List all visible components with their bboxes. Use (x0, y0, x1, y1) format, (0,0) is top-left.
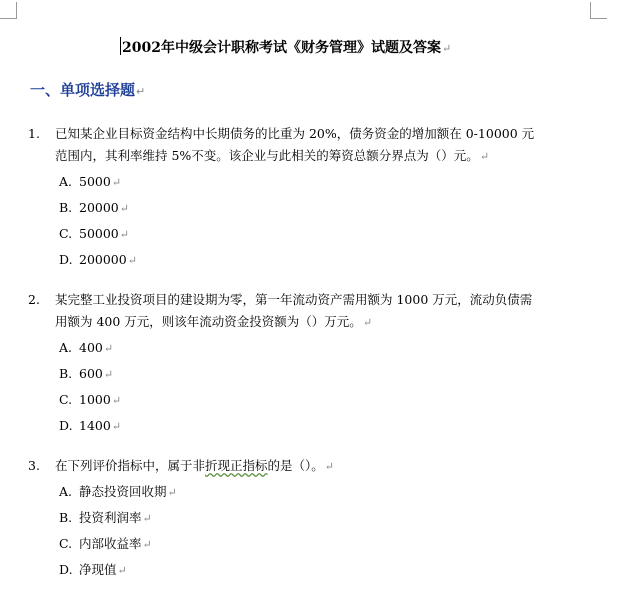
option-item[interactable]: B. 投资利润率↵ (59, 510, 152, 525)
document-title[interactable]: 2002年中级会计职称考试《财务管理》试题及答案↵ (122, 40, 452, 56)
paragraph-mark-icon: ↵ (142, 538, 152, 551)
paragraph-mark-icon: ↵ (111, 420, 122, 433)
paragraph-mark-icon: ↵ (119, 202, 129, 215)
paragraph-mark-icon: ↵ (127, 254, 137, 267)
paragraph-mark-icon: ↵ (111, 394, 122, 407)
margin-corner-top-left (0, 2, 17, 19)
option-item[interactable]: A. 5000↵ (59, 174, 122, 189)
paragraph-mark-icon: ↵ (362, 316, 373, 329)
paragraph-mark-icon: ↵ (117, 564, 127, 577)
question-text (55, 123, 603, 168)
section-heading[interactable]: 一、单项选择题↵ (30, 81, 146, 99)
paragraph-mark-icon: ↵ (167, 486, 177, 499)
paragraph-mark-icon: ↵ (103, 368, 114, 381)
paragraph-mark-icon: ↵ (136, 85, 146, 98)
option-item[interactable]: A. 400↵ (59, 340, 114, 355)
question-text (55, 455, 603, 478)
question-line: 某完整工业投资项目的建设期为零，第一年流动资产需用额为 1000 万元，流动负债需 (55, 292, 533, 307)
question-text (55, 289, 603, 334)
paragraph-mark-icon: ↵ (479, 150, 490, 163)
question-line: 范围内，其利率维持 5%不变。该企业与此相关的筹资总额分界点为（）元。↵ (55, 148, 490, 163)
question-line: 用额为 400 万元，则该年流动资金投资额为（）万元。↵ (55, 314, 373, 329)
option-item[interactable]: D. 1400↵ (59, 418, 122, 433)
paragraph-mark-icon: ↵ (441, 42, 452, 55)
option-item[interactable]: B. 20000↵ (59, 200, 129, 215)
option-item[interactable]: B. 600↵ (59, 366, 114, 381)
paragraph-mark-icon: ↵ (103, 342, 114, 355)
option-item[interactable]: D. 净现值↵ (59, 562, 127, 577)
paragraph-mark-icon: ↵ (142, 512, 152, 525)
text-cursor (120, 37, 121, 55)
question-number: 3. (28, 458, 40, 473)
paragraph-mark-icon: ↵ (324, 460, 335, 473)
paragraph-mark-icon: ↵ (119, 228, 129, 241)
question-line: 在下列评价指标中，属于非折现正指标的是（）。↵ (55, 458, 335, 473)
question-number: 1. (28, 126, 40, 141)
option-item[interactable]: C. 内部收益率↵ (59, 536, 152, 551)
question-number: 2. (28, 292, 40, 307)
grammar-squiggle[interactable]: 折现正指标 (205, 458, 268, 473)
option-item[interactable]: D. 200000↵ (59, 252, 137, 267)
option-item[interactable]: C. 50000↵ (59, 226, 129, 241)
option-item[interactable]: C. 1000↵ (59, 392, 122, 407)
option-item[interactable]: A. 静态投资回收期↵ (59, 484, 177, 499)
paragraph-mark-icon: ↵ (111, 176, 122, 189)
margin-corner-top-right (590, 2, 607, 19)
question-line: 已知某企业目标资金结构中长期债务的比重为 20%，债务资金的增加额在 0-10000 元 (55, 126, 535, 141)
